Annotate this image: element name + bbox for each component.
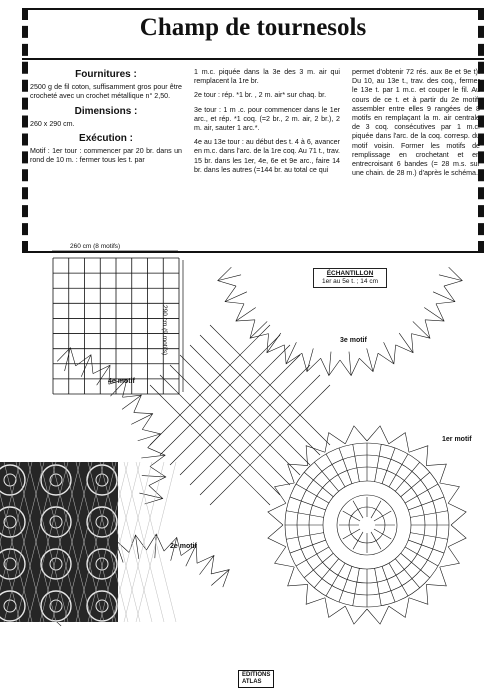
col2-paragraph-2: 2e tour : rép. *1 br. , 2 m. air* sur chaq. br.: [194, 91, 327, 100]
motif-ring: [309, 467, 425, 583]
motif-3-arch: [396, 334, 413, 353]
motif-spoke: [353, 444, 360, 481]
motif-spoke: [382, 448, 395, 484]
motif-petal: [343, 511, 360, 521]
motif-3-arch: [218, 275, 241, 281]
grid-width-label: 260 cm (8 motifs): [70, 243, 121, 250]
motif-spoke: [408, 497, 444, 510]
grid-height-label: 290 cm (9 motifs): [161, 305, 168, 356]
sample-label-box: [313, 268, 387, 288]
motif-scallop: [306, 584, 325, 604]
motif-3-arch: [267, 334, 284, 353]
motif-1-label: 1er motif: [442, 436, 472, 443]
motif-ring: [323, 481, 411, 569]
motif-3-arch: [425, 304, 444, 321]
motif-4-arch: [142, 476, 166, 477]
motif-spoke: [339, 448, 352, 484]
col2-paragraph-3: 3e tour : 1 m .c. pour commencer dans le 1er arc., et rép. *1 coq. (=2 br., 2 m. air, 2 br.), 2 m. air, sauter 1 arc.*.: [194, 105, 340, 133]
motif-spoke: [405, 547, 438, 566]
sample-label-title: ÉCHANTILLON: [326, 270, 374, 277]
motif-scallop: [306, 446, 325, 466]
motif-3-label: 3e motif: [340, 337, 367, 344]
motif-spoke: [290, 540, 326, 553]
motif-spoke: [382, 566, 395, 602]
motif-4-label: 4e motif: [108, 378, 135, 385]
motif-spoke: [326, 454, 345, 487]
publisher-logo: [238, 670, 274, 688]
main-motif: [268, 426, 466, 624]
motif-scallop: [268, 525, 286, 547]
logo-line-1: EDITIONS: [242, 672, 271, 678]
motif-3-arch: [436, 286, 455, 304]
motif-spoke: [375, 568, 382, 605]
motif-3-arch: [329, 352, 331, 376]
motif-scallop: [448, 503, 466, 525]
motif-scallop: [268, 503, 286, 525]
motif-3-arch: [378, 345, 396, 364]
motif-scallop: [288, 464, 308, 483]
motif-scallop: [288, 567, 308, 586]
motif-2-arch: [199, 555, 213, 574]
motif-scallop: [345, 426, 367, 444]
motif-petal: [371, 532, 381, 549]
motif-petal: [353, 532, 363, 549]
motif-3-arch: [439, 275, 462, 281]
motif-4-arch: [65, 348, 71, 371]
motif-scallop: [367, 606, 389, 624]
col2-paragraph-1: 1 m.c. piquée dans la 3e des 3 m. air qui remplacent la 1re br.: [194, 68, 340, 86]
motif-scallop: [367, 426, 389, 444]
motif-scallop: [345, 606, 367, 624]
motif-spoke: [408, 540, 444, 553]
motif-spoke: [339, 566, 352, 602]
sample-label-subtitle: 1er au 5e t. ; 14 cm: [321, 278, 378, 285]
col2-paragraph-4: 4e au 13e tour : au début des t. 4 à 6, avancer en m.c. dans l'arc. de la 1re coq. Au 71 t., trav. 15 br. dans les 1er, 4e, 6e et 9e arc., faire 14 br. dans les autres (=144 br. au total ce qui: [194, 138, 340, 174]
motif-scallop: [409, 584, 428, 604]
motif-scallop: [409, 446, 428, 466]
motif-spoke: [410, 511, 447, 518]
motif-2-arch: [197, 555, 214, 573]
motif-3-arch: [250, 321, 267, 338]
dimensions-text: 260 x 290 cm.: [30, 119, 75, 128]
motif-petal: [353, 501, 363, 518]
motif-spoke: [389, 454, 408, 487]
motif-spoke: [405, 484, 438, 503]
motif-scallop: [448, 525, 466, 547]
motif-spoke: [286, 533, 323, 540]
motif-2-label: 2e motif: [170, 543, 197, 550]
motif-spoke: [375, 444, 382, 481]
motif-spoke: [290, 497, 326, 510]
motif-spoke: [326, 563, 345, 596]
motif-petal: [343, 529, 360, 539]
motif-spoke: [286, 511, 323, 518]
filling-lattice: [150, 325, 330, 505]
motif-scallop: [426, 567, 446, 586]
motif-spoke: [389, 563, 408, 596]
motif-3-arch: [225, 286, 244, 304]
col3-paragraph-1: permet d'obtenir 72 rés. aux 8e et 9e t). Du 10, au 13e t., trav. des coq., fermer le 13e t. par 1 m.c. et couper le fil. Au cours de ce t. et à partir du 2e motif, assembler entre elles 9 rangées de 8 motifs en remplaçant la m. air centrale de 3 coq. consécutives par 1 m.c. piquée dans l'arc. de la coq. corresp. du motif voisin. Former les motifs de remplissage en crochetant et en entrecroisant 6 bandes (= 28 m.s. sur une chain. de 28 m.) d'après le schéma.: [352, 68, 480, 178]
motif-petal: [374, 529, 391, 539]
motif-3-arch: [349, 352, 351, 376]
motif-3-arch: [236, 304, 255, 321]
supplies-heading: Fournitures :: [75, 69, 137, 80]
execution-text: Motif : 1er tour : commencer par 20 br. dans un rond de 10 m. : fermer tous les t. par: [30, 147, 182, 165]
motif-spoke: [353, 568, 360, 605]
motif-petal: [371, 501, 381, 518]
motif-4-arch: [123, 395, 142, 412]
motif-spoke: [410, 533, 447, 540]
execution-heading: Exécution :: [79, 133, 133, 145]
page-title: Champ de tournesols: [139, 14, 367, 41]
motif-scallop: [426, 464, 446, 483]
supplies-text: 2500 g de fil coton, suffisamment gros pour être crocheté avec un crochet métallique n° 2,50.: [30, 83, 182, 101]
motif-petal: [374, 511, 391, 521]
dimensions-heading: Dimensions :: [74, 105, 138, 117]
motif-spoke: [296, 547, 329, 566]
logo-line-2: ATLAS: [242, 679, 262, 685]
motif-3-arch: [413, 321, 430, 338]
motif-spoke: [296, 484, 329, 503]
